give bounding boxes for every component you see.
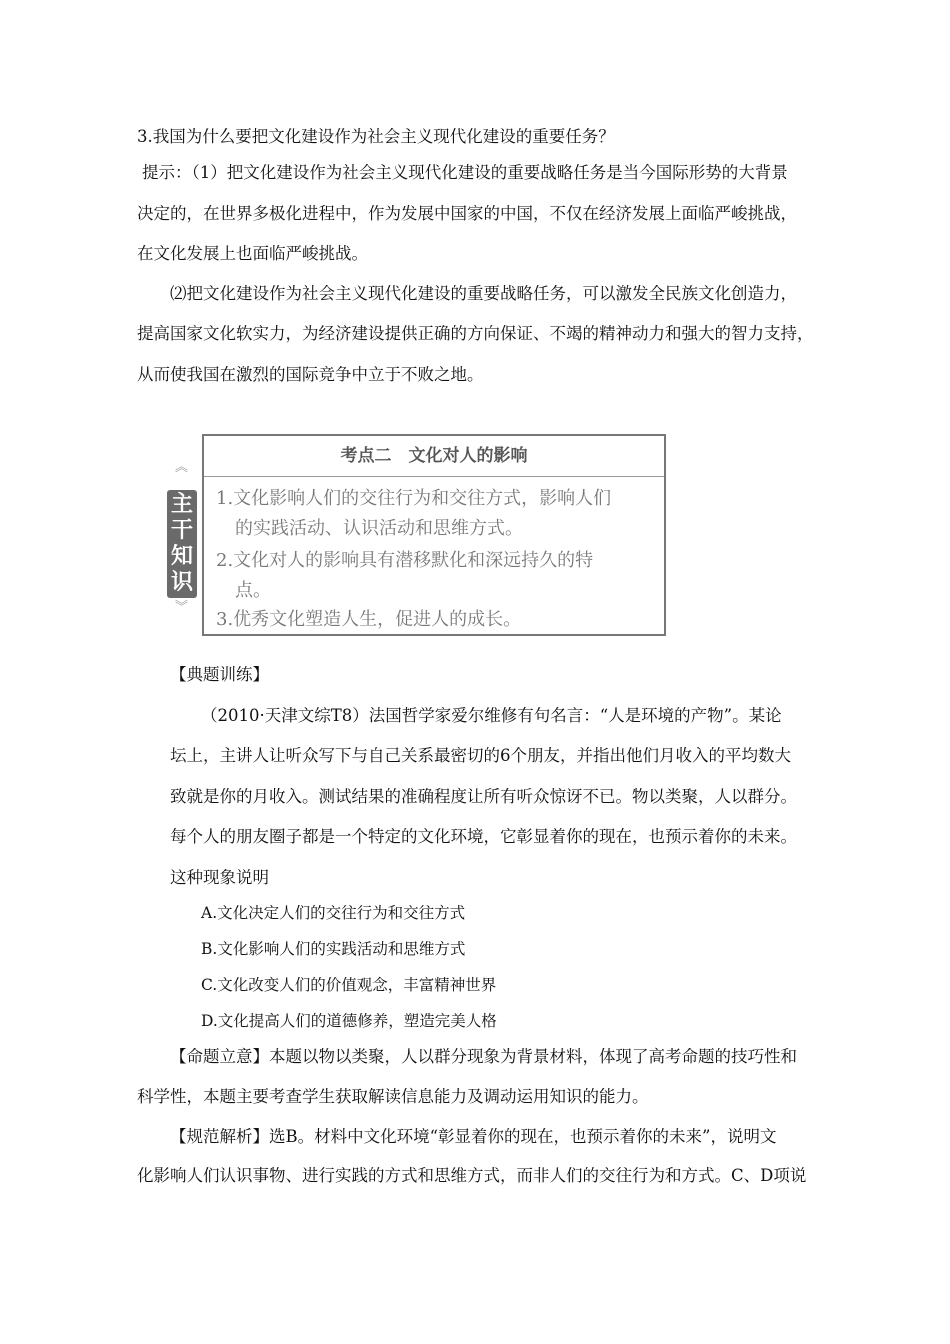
knowledge-item-3: 3.优秀文化塑造人生，促进人的成长。 bbox=[216, 609, 522, 630]
intent-line-2: 科学性，本题主要考查学生获取解读信息能力及调动运用知识的能力。 bbox=[137, 1087, 649, 1106]
chevron-up-icon: ︽ bbox=[175, 460, 189, 475]
knowledge-box bbox=[163, 432, 669, 640]
training-heading: 【典题训练】 bbox=[170, 665, 269, 684]
hint-line-2: 决定的，在世界多极化进程中，作为发展中国家的中国，不仅在经济发展上面临严峻挑战， bbox=[137, 204, 797, 223]
hint-line-1: 提示：（1）把文化建设作为社会主义现代化建设的重要战略任务是当今国际形势的大背景 bbox=[142, 163, 788, 182]
side-label-text bbox=[167, 490, 197, 598]
side-char-3: 知 bbox=[170, 544, 193, 569]
option-c: C.文化改变人们的价值观念，丰富精神世界 bbox=[201, 976, 497, 994]
option-a: A.文化决定人们的交往行为和交往方式 bbox=[201, 904, 466, 922]
stem-line-1: （2010·天津文综T8）法国哲学家爱尔维修有句名言：“人是环境的产物”。某论 bbox=[201, 706, 782, 725]
stem-line-4: 每个人的朋友圈子都是一个特定的文化环境，它彰显着你的现在，也预示着你的未来。 bbox=[170, 827, 797, 846]
point2-line-3: 从而使我国在激烈的国际竞争中立于不败之地。 bbox=[137, 365, 484, 384]
knowledge-item-2b: 点。 bbox=[235, 580, 271, 601]
hint-line-3: 在文化发展上也面临严峻挑战。 bbox=[137, 244, 368, 263]
intent-line-1: 【命题立意】本题以物以类聚，人以群分现象为背景材料，体现了高考命题的技巧性和 bbox=[170, 1047, 797, 1066]
stem-line-3: 致就是你的月收入。测试结果的准确程度让所有听众惊讶不已。物以类聚，人以群分。 bbox=[170, 787, 797, 806]
point2-line-1: ⑵把文化建设作为社会主义现代化建设的重要战略任务，可以激发全民族文化创造力， bbox=[170, 284, 797, 303]
analysis-line-1: 【规范解析】选B。材料中文化环境“彰显着你的现在，也预示着你的未来”，说明文 bbox=[170, 1127, 777, 1146]
side-char-1: 主 bbox=[170, 492, 193, 517]
point2-line-2: 提高国家文化软实力，为经济建设提供正确的方向保证、不竭的精神动力和强大的智力支持， bbox=[137, 324, 814, 343]
side-char-2: 干 bbox=[170, 518, 193, 543]
knowledge-title: 考点二 文化对人的影响 bbox=[204, 436, 664, 477]
knowledge-content bbox=[202, 434, 666, 636]
knowledge-item-1a: 1.文化影响人们的交往行为和交往方式，影响人们 bbox=[216, 488, 612, 509]
stem-line-5: 这种现象说明 bbox=[170, 868, 269, 887]
question-3-title: 3.我国为什么要把文化建设作为社会主义现代化建设的重要任务？ bbox=[137, 127, 615, 146]
analysis-line-2: 化影响人们认识事物、进行实践的方式和思维方式，而非人们的交往行为和方式。C、D项说 bbox=[137, 1166, 807, 1185]
knowledge-item-2a: 2.文化对人的影响具有潜移默化和深远持久的特 bbox=[216, 550, 594, 571]
stem-line-2: 坛上，主讲人让听众写下与自己关系最密切的6个朋友，并指出他们月收入的平均数大 bbox=[170, 746, 791, 765]
side-char-4: 识 bbox=[170, 570, 193, 595]
option-b: B.文化影响人们的实践活动和思维方式 bbox=[201, 940, 466, 958]
knowledge-item-1b: 的实践活动、认识活动和思维方式。 bbox=[235, 518, 523, 539]
knowledge-side-label bbox=[163, 432, 201, 640]
option-d: D.文化提高人们的道德修养，塑造完美人格 bbox=[201, 1012, 497, 1030]
chevron-down-icon: ︾ bbox=[175, 600, 189, 615]
